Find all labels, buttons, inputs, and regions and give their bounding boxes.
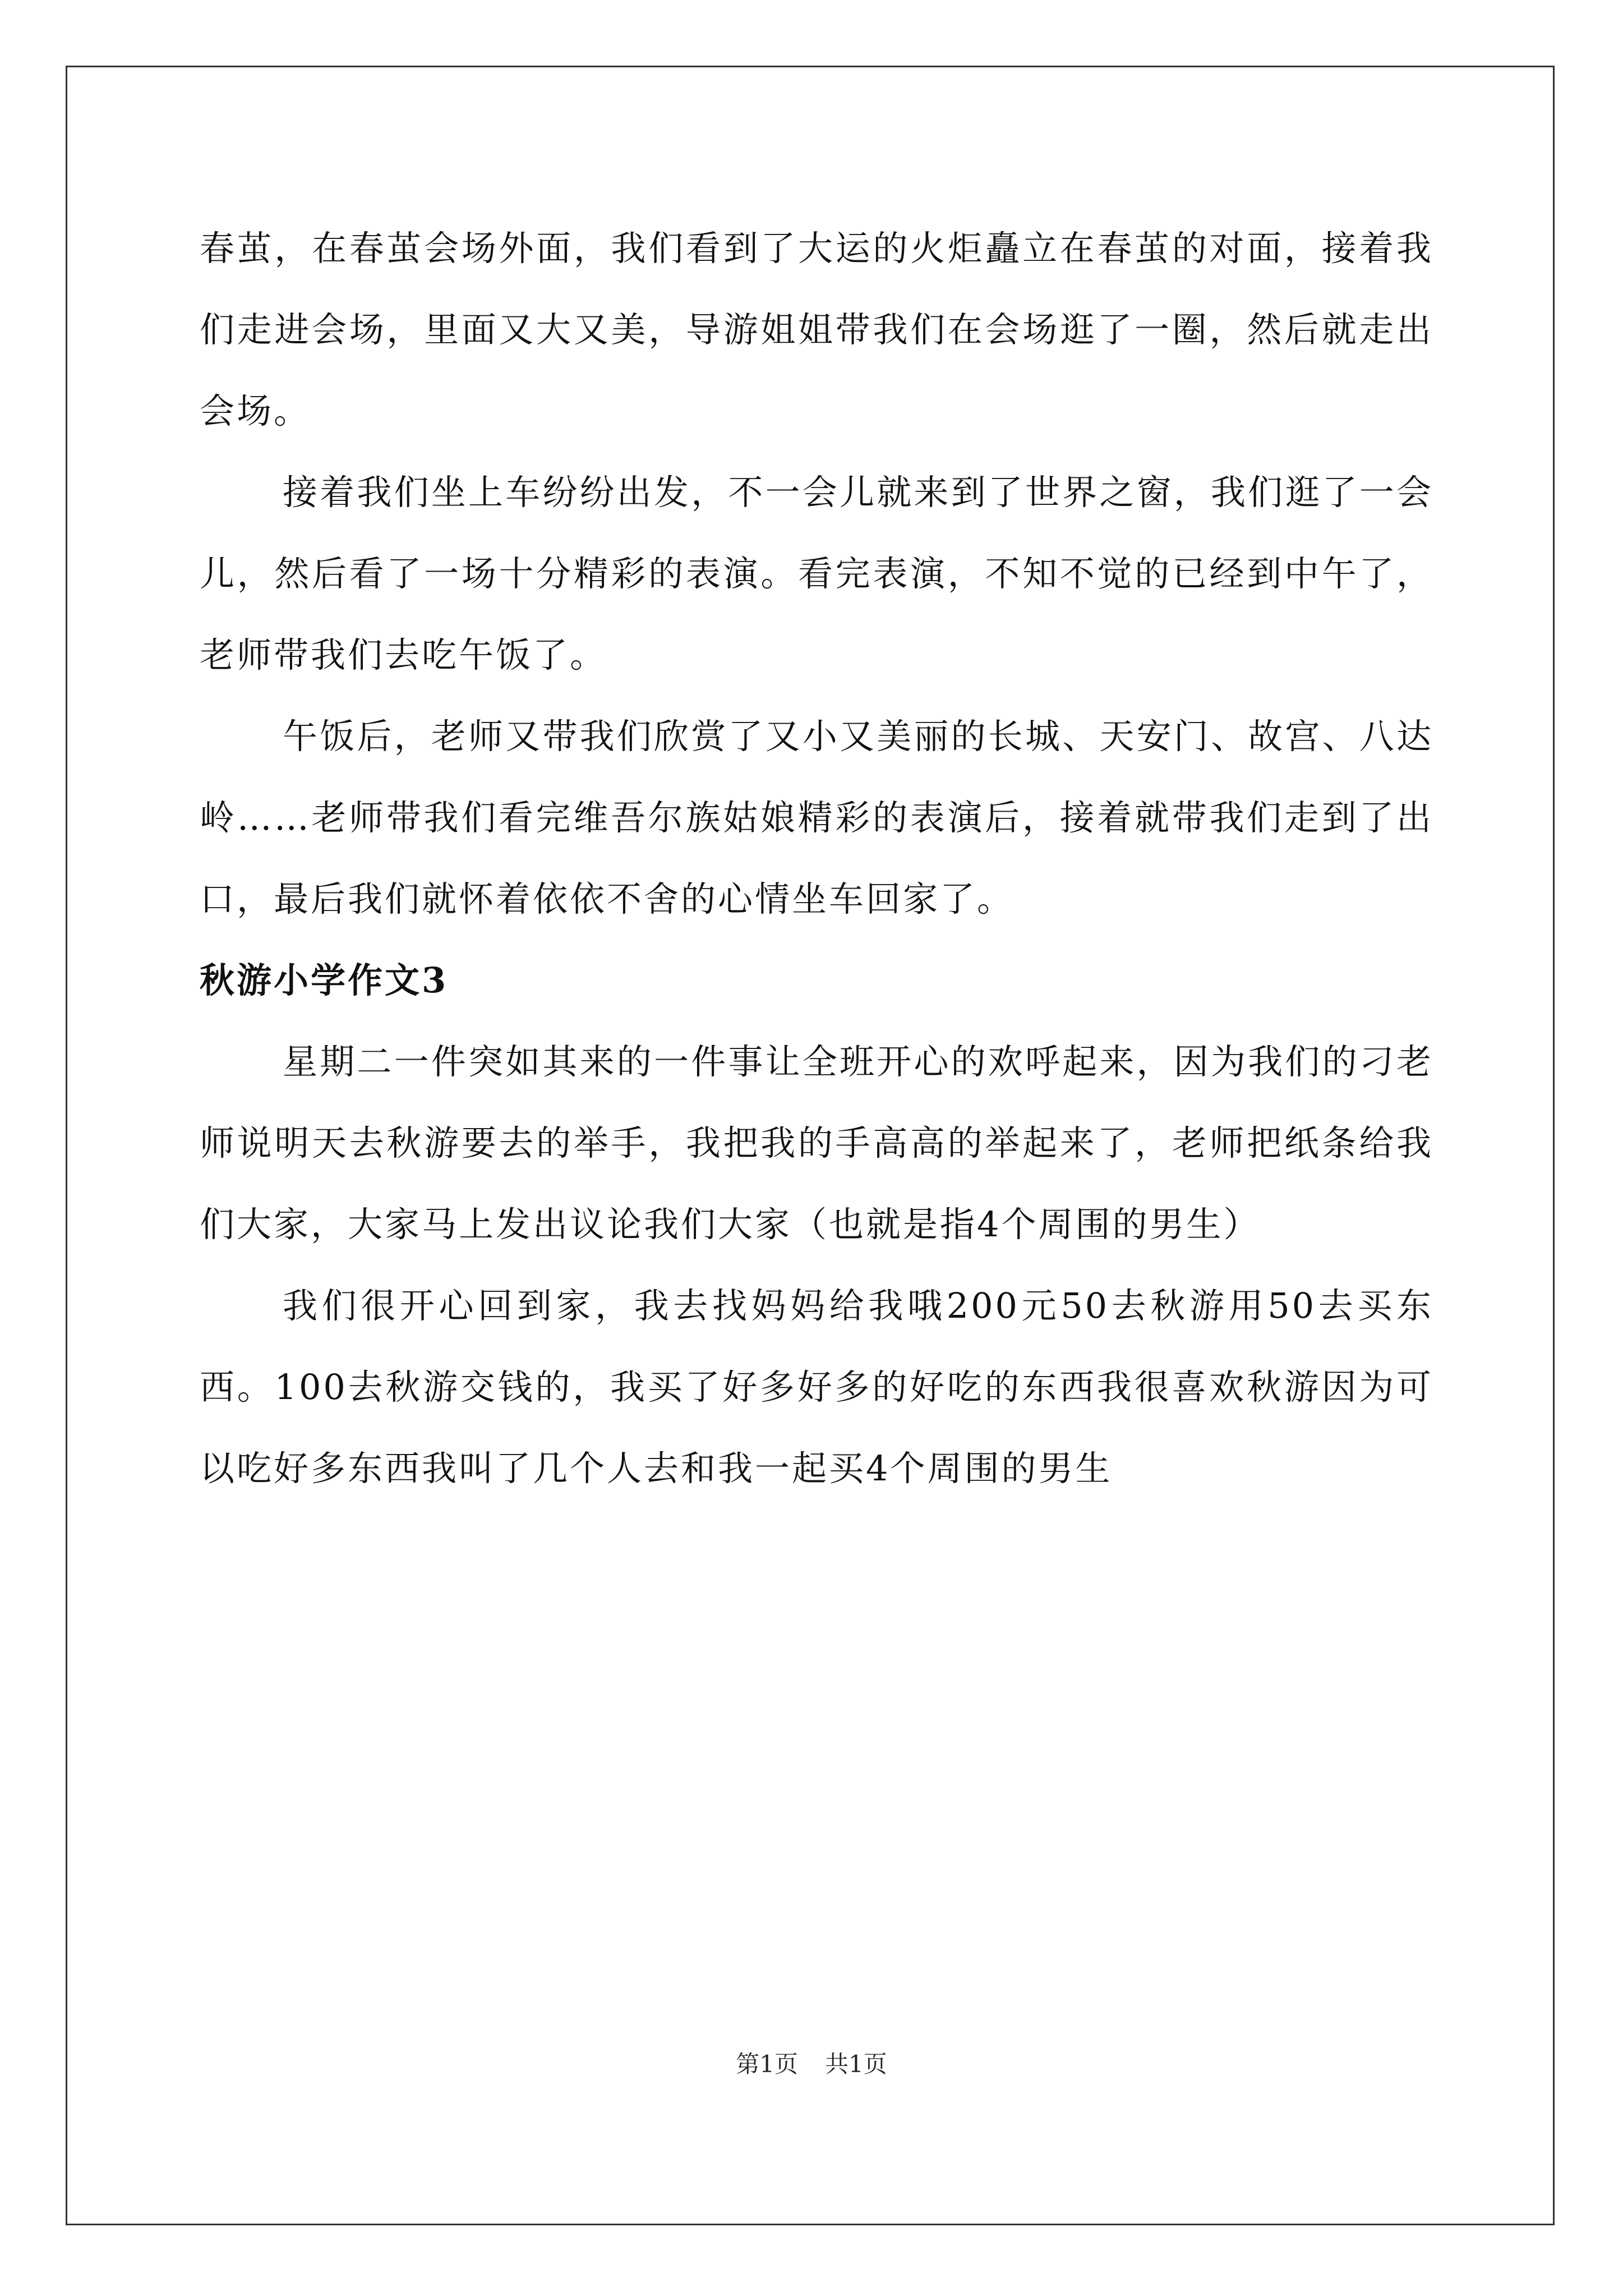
section-paragraph-1: 星期二一件突如其来的一件事让全班开心的欢呼起来，因为我们的刁老师说明天去秋游要去的举手，我把我的手高高的举起来了，老师把纸条给我们大家，大家马上发出议论我们大家（也就是指4个周围的男生） xyxy=(200,1041,1433,1245)
section-paragraph-2: 我们很开心回到家，我去找妈妈给我哦200元50去秋游用50去买东西。100去秋游交钱的，我买了好多好多的好吃的东西我很喜欢秋游因为可以吃好多东西我叫了几个人去和我一起买4个周围的男生 xyxy=(200,1285,1433,1489)
page-total: 共1页 xyxy=(825,2050,887,2078)
paragraph-1: 春茧，在春茧会场外面，我们看到了大运的火炬矗立在春茧的对面，接着我们走进会场，里面又大又美，导游姐姐带我们在会场逛了一圈，然后就走出会场。 xyxy=(200,228,1433,431)
section-heading: 秋游小学作文3 xyxy=(200,960,449,1001)
paragraph-2: 接着我们坐上车纷纷出发，不一会儿就来到了世界之窗，我们逛了一会儿，然后看了一场十分精彩的表演。看完表演，不知不觉的已经到中午了，老师带我们去吃午饭了。 xyxy=(200,472,1433,675)
page-number: 第1页 xyxy=(736,2050,798,2078)
paragraph-3: 午饭后，老师又带我们欣赏了又小又美丽的长城、天安门、故宫、八达岭……老师带我们看完维吾尔族姑娘精彩的表演后，接着就带我们走到了出口，最后我们就怀着依依不舍的心情坐车回家了。 xyxy=(200,716,1433,919)
document-body xyxy=(200,208,1433,1509)
page-footer xyxy=(0,2047,1623,2081)
